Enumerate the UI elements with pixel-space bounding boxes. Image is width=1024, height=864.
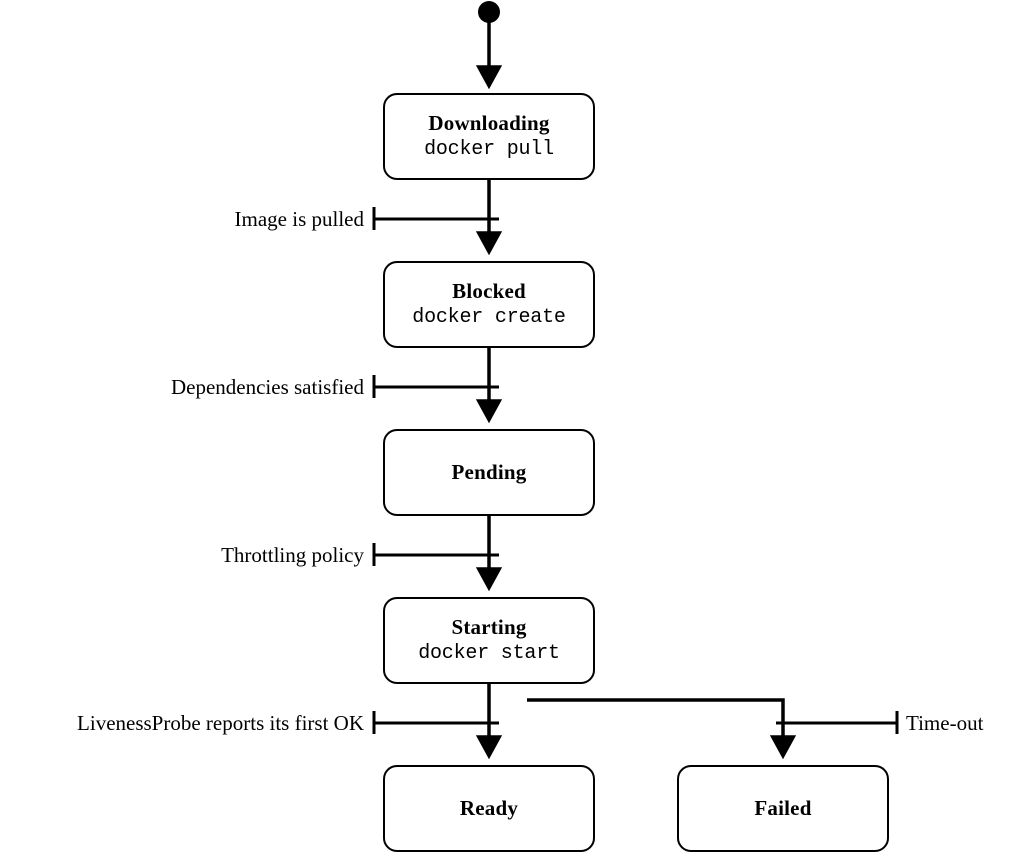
state-title: Ready	[459, 796, 519, 821]
state-title: Starting	[451, 615, 527, 640]
transition-label-dependencies-satisfied: Dependencies satisfied	[170, 375, 364, 399]
state-pending[interactable]	[383, 429, 595, 516]
state-failed[interactable]	[677, 765, 889, 852]
transition-label-time-out: Time-out	[906, 711, 984, 735]
state-ready[interactable]	[383, 765, 595, 852]
transition-label-liveness-probe-ok: LivenessProbe reports its first OK	[77, 711, 364, 735]
state-blocked[interactable]	[383, 261, 595, 348]
transition-label-image-is-pulled: Image is pulled	[234, 207, 364, 231]
transition-label-throttling-policy: Throttling policy	[221, 543, 364, 567]
edge-starting-to-failed	[527, 700, 783, 756]
state-starting[interactable]	[383, 597, 595, 684]
state-title: Downloading	[428, 111, 550, 136]
state-title: Blocked	[452, 279, 526, 304]
state-command: docker create	[412, 306, 566, 330]
state-title: Failed	[754, 796, 812, 821]
state-downloading[interactable]	[383, 93, 595, 180]
state-command: docker pull	[424, 138, 554, 162]
initial-state-dot	[478, 1, 500, 23]
state-command: docker start	[418, 642, 560, 666]
state-title: Pending	[451, 460, 527, 485]
